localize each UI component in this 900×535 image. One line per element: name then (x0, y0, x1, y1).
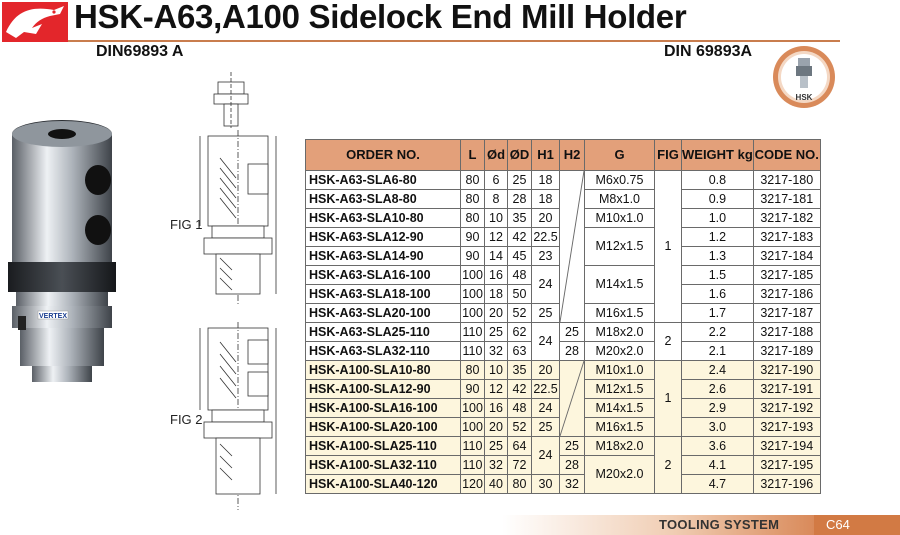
d-large-value: 48 (508, 266, 532, 285)
l-value: 90 (461, 228, 485, 247)
order-no: HSK-A63-SLA20-100 (306, 304, 461, 323)
d-small-value: 32 (485, 456, 508, 475)
d-small-value: 14 (485, 247, 508, 266)
l-value: 110 (461, 456, 485, 475)
table-row (306, 437, 821, 456)
order-no: HSK-A63-SLA12-90 (306, 228, 461, 247)
table-row (306, 342, 821, 361)
d-large-value: 62 (508, 323, 532, 342)
order-no: HSK-A100-SLA25-110 (306, 437, 461, 456)
weight-value: 2.2 (682, 323, 754, 342)
footer-label: TOOLING SYSTEM (659, 517, 780, 532)
d-small-value: 6 (485, 171, 508, 190)
l-value: 110 (461, 342, 485, 361)
d-small-value: 25 (485, 437, 508, 456)
weight-value: 3.0 (682, 418, 754, 437)
col-header-g: G (585, 140, 655, 171)
order-no: HSK-A63-SLA10-80 (306, 209, 461, 228)
weight-value: 1.5 (682, 266, 754, 285)
weight-value: 0.8 (682, 171, 754, 190)
d-large-value: 28 (508, 190, 532, 209)
weight-value: 2.6 (682, 380, 754, 399)
footer-bar (502, 515, 900, 535)
product-photo (2, 118, 122, 388)
fig1-drawing (196, 68, 292, 308)
code-value: 3217-182 (753, 209, 820, 228)
h2-value: 28 (560, 456, 585, 475)
h1-value: 30 (532, 475, 560, 494)
d-small-value: 10 (485, 361, 508, 380)
d-large-value: 42 (508, 228, 532, 247)
l-value: 120 (461, 475, 485, 494)
title-divider (68, 40, 840, 42)
weight-value: 2.4 (682, 361, 754, 380)
weight-value: 3.6 (682, 437, 754, 456)
weight-value: 1.2 (682, 228, 754, 247)
weight-value: 0.9 (682, 190, 754, 209)
l-value: 80 (461, 361, 485, 380)
code-value: 3217-186 (753, 285, 820, 304)
fig2-label: FIG 2 (170, 412, 203, 427)
h2-empty-cell (560, 361, 585, 437)
col-header-h2: H2 (560, 140, 585, 171)
l-value: 80 (461, 171, 485, 190)
order-no: HSK-A100-SLA10-80 (306, 361, 461, 380)
col-header-order: ORDER NO. (306, 140, 461, 171)
order-no: HSK-A63-SLA18-100 (306, 285, 461, 304)
table-row (306, 475, 821, 494)
code-value: 3217-195 (753, 456, 820, 475)
d-large-value: 45 (508, 247, 532, 266)
d-small-value: 16 (485, 399, 508, 418)
col-header-h1: H1 (532, 140, 560, 171)
d-large-value: 80 (508, 475, 532, 494)
order-no: HSK-A63-SLA16-100 (306, 266, 461, 285)
fig-value: 1 (655, 171, 682, 323)
h1-value: 18 (532, 190, 560, 209)
h2-value: 25 (560, 323, 585, 342)
h2-diagonal-line (560, 361, 584, 436)
l-value: 100 (461, 399, 485, 418)
l-value: 100 (461, 266, 485, 285)
h1-value: 22.5 (532, 228, 560, 247)
table-row (306, 456, 821, 475)
code-value: 3217-189 (753, 342, 820, 361)
fig-value: 2 (655, 437, 682, 494)
g-value: M16x1.5 (585, 304, 655, 323)
l-value: 110 (461, 323, 485, 342)
h1-value: 24 (532, 323, 560, 361)
g-value: M10x1.0 (585, 209, 655, 228)
code-value: 3217-191 (753, 380, 820, 399)
l-value: 100 (461, 418, 485, 437)
code-value: 3217-184 (753, 247, 820, 266)
order-no: HSK-A100-SLA12-90 (306, 380, 461, 399)
col-header-fig: FIG (655, 140, 682, 171)
fig-value: 1 (655, 361, 682, 437)
h1-value: 20 (532, 361, 560, 380)
code-value: 3217-188 (753, 323, 820, 342)
weight-value: 1.3 (682, 247, 754, 266)
order-no: HSK-A63-SLA32-110 (306, 342, 461, 361)
code-value: 3217-193 (753, 418, 820, 437)
d-large-value: 35 (508, 209, 532, 228)
h2-value: 32 (560, 475, 585, 494)
order-no: HSK-A63-SLA6-80 (306, 171, 461, 190)
fig2-drawing (196, 322, 292, 512)
weight-value: 1.7 (682, 304, 754, 323)
order-no: HSK-A100-SLA16-100 (306, 399, 461, 418)
l-value: 80 (461, 190, 485, 209)
d-large-value: 72 (508, 456, 532, 475)
code-value: 3217-185 (753, 266, 820, 285)
order-no: HSK-A63-SLA25-110 (306, 323, 461, 342)
page-code: C64 (814, 515, 900, 535)
table-header-row (306, 140, 821, 171)
order-no: HSK-A100-SLA20-100 (306, 418, 461, 437)
l-value: 110 (461, 437, 485, 456)
d-large-value: 48 (508, 399, 532, 418)
d-small-value: 12 (485, 228, 508, 247)
d-large-value: 52 (508, 304, 532, 323)
code-value: 3217-196 (753, 475, 820, 494)
code-value: 3217-181 (753, 190, 820, 209)
l-value: 90 (461, 247, 485, 266)
weight-value: 2.9 (682, 399, 754, 418)
standard-label-right: DIN 69893A (664, 43, 753, 60)
col-header-d-small: Ød (485, 140, 508, 171)
d-large-value: 50 (508, 285, 532, 304)
d-large-value: 64 (508, 437, 532, 456)
order-no: HSK-A100-SLA40-120 (306, 475, 461, 494)
col-header-code: CODE NO. (753, 140, 820, 171)
d-small-value: 12 (485, 380, 508, 399)
h1-value: 24 (532, 437, 560, 475)
col-header-weight: WEIGHT kg (682, 140, 754, 171)
weight-value: 1.6 (682, 285, 754, 304)
weight-value: 4.1 (682, 456, 754, 475)
page-title: HSK-A63,A100 Sidelock End Mill Holder (74, 0, 687, 35)
col-header-d-large: ØD (508, 140, 532, 171)
table-row (306, 171, 821, 190)
h1-value: 25 (532, 418, 560, 437)
d-small-value: 25 (485, 323, 508, 342)
g-value: M10x1.0 (585, 361, 655, 380)
col-header-l: L (461, 140, 485, 171)
d-small-value: 18 (485, 285, 508, 304)
code-value: 3217-194 (753, 437, 820, 456)
weight-value: 4.7 (682, 475, 754, 494)
d-small-value: 20 (485, 418, 508, 437)
h2-value: 28 (560, 342, 585, 361)
h1-value: 22.5 (532, 380, 560, 399)
g-value: M14x1.5 (585, 399, 655, 418)
g-value: M20x2.0 (585, 342, 655, 361)
code-value: 3217-190 (753, 361, 820, 380)
g-value: M12x1.5 (585, 228, 655, 266)
weight-value: 2.1 (682, 342, 754, 361)
d-large-value: 42 (508, 380, 532, 399)
standard-label-left: DIN69893 A (96, 43, 184, 60)
h2-value: 25 (560, 437, 585, 456)
table-row (306, 361, 821, 380)
d-small-value: 20 (485, 304, 508, 323)
d-large-value: 35 (508, 361, 532, 380)
g-value: M18x2.0 (585, 323, 655, 342)
order-no: HSK-A63-SLA14-90 (306, 247, 461, 266)
code-value: 3217-192 (753, 399, 820, 418)
g-value: M8x1.0 (585, 190, 655, 209)
l-value: 100 (461, 304, 485, 323)
order-no: HSK-A100-SLA32-110 (306, 456, 461, 475)
g-value: M20x2.0 (585, 456, 655, 494)
h1-value: 24 (532, 266, 560, 304)
l-value: 90 (461, 380, 485, 399)
h1-value: 23 (532, 247, 560, 266)
g-value: M6x0.75 (585, 171, 655, 190)
h2-empty-cell (560, 171, 585, 323)
d-small-value: 40 (485, 475, 508, 494)
badge-label: HSK (795, 93, 813, 102)
fig-value: 2 (655, 323, 682, 361)
order-no: HSK-A63-SLA8-80 (306, 190, 461, 209)
l-value: 80 (461, 209, 485, 228)
d-small-value: 8 (485, 190, 508, 209)
d-large-value: 52 (508, 418, 532, 437)
spec-table (305, 139, 821, 494)
d-large-value: 25 (508, 171, 532, 190)
h2-diagonal-line (560, 171, 584, 322)
fig1-label: FIG 1 (170, 217, 203, 232)
code-value: 3217-183 (753, 228, 820, 247)
d-small-value: 16 (485, 266, 508, 285)
l-value: 100 (461, 285, 485, 304)
h1-value: 24 (532, 399, 560, 418)
photo-brand-label: VERTEX (38, 313, 68, 320)
weight-value: 1.0 (682, 209, 754, 228)
g-value: M18x2.0 (585, 437, 655, 456)
h1-value: 20 (532, 209, 560, 228)
h1-value: 18 (532, 171, 560, 190)
g-value: M14x1.5 (585, 266, 655, 304)
h1-value: 25 (532, 304, 560, 323)
eagle-logo (2, 2, 68, 42)
code-value: 3217-180 (753, 171, 820, 190)
code-value: 3217-187 (753, 304, 820, 323)
d-small-value: 32 (485, 342, 508, 361)
g-value: M12x1.5 (585, 380, 655, 399)
g-value: M16x1.5 (585, 418, 655, 437)
table-row (306, 323, 821, 342)
d-small-value: 10 (485, 209, 508, 228)
d-large-value: 63 (508, 342, 532, 361)
hsk-badge-icon (771, 44, 837, 110)
